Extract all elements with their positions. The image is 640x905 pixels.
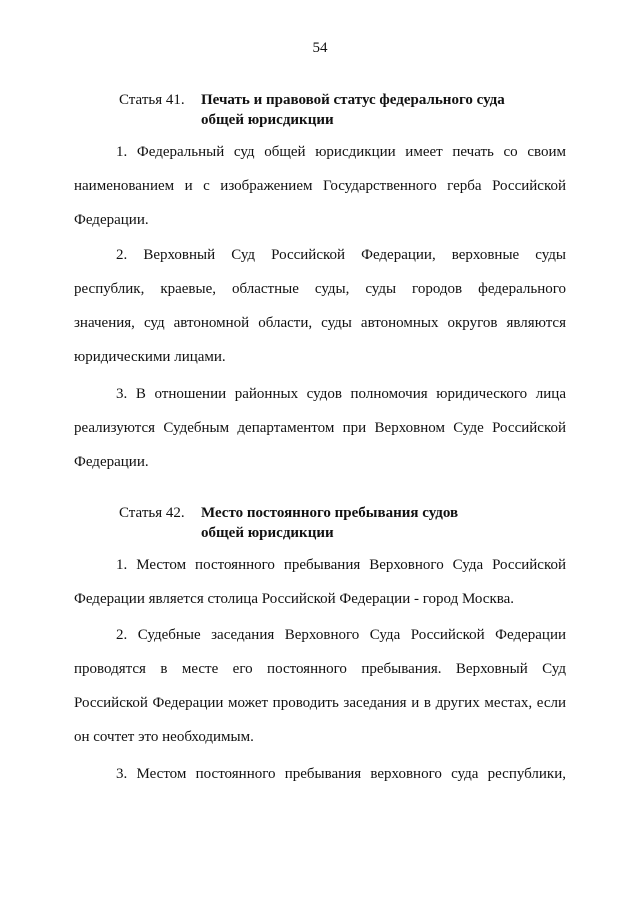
- article-41-title-line: Печать и правовой статус федерального суда: [201, 92, 505, 108]
- text-line: Федерации.: [74, 212, 149, 228]
- text-line: 2. Верховный Суд Российской Федерации, верховные суды: [116, 247, 566, 263]
- article-41-title-line: общей юрисдикции: [201, 112, 334, 128]
- text-line: 1. Местом постоянного пребывания Верховного Суда Российской: [116, 557, 566, 573]
- article-42-paragraph-3: [74, 757, 566, 791]
- text-line: реализуются Судебным департаментом при Верховном Суде Российской: [74, 420, 566, 436]
- text-line: республик, краевые, областные суды, суды городов федерального: [74, 281, 566, 297]
- text-line: юридическими лицами.: [74, 349, 226, 365]
- article-41-label: Статья 41.: [119, 92, 185, 108]
- article-42-title: [201, 503, 458, 543]
- text-line: 3. В отношении районных судов полномочия юридического лица: [116, 386, 566, 402]
- article-42-title-line: общей юрисдикции: [201, 525, 334, 541]
- article-41-paragraph-1: [74, 135, 566, 237]
- article-41-paragraph-2: [74, 238, 566, 374]
- text-line: Федерации является столица Российской Федерации - город Москва.: [74, 591, 515, 607]
- article-41-paragraph-3: [74, 377, 566, 479]
- text-line: 1. Федеральный суд общей юрисдикции имеет печать со своим: [116, 144, 566, 160]
- article-42-paragraph-1: [74, 548, 566, 616]
- page-number: 54: [312, 40, 328, 56]
- text-line: 2. Судебные заседания Верховного Суда Российской Федерации: [116, 627, 566, 643]
- text-line: он сочтет это необходимым.: [74, 729, 254, 745]
- article-42-paragraph-2: [74, 618, 566, 754]
- text-line: Российской Федерации может проводить заседания и в других местах, если: [74, 695, 566, 711]
- text-line: значения, суд автономной области, суды автономных округов являются: [74, 315, 566, 331]
- article-42-title-line: Место постоянного пребывания судов: [201, 505, 459, 521]
- text-line: 3. Местом постоянного пребывания верховного суда республики,: [116, 766, 566, 782]
- article-41-title: [201, 90, 505, 130]
- text-line: Федерации.: [74, 454, 149, 470]
- text-line: проводятся в месте его постоянного пребывания. Верховный Суд: [74, 661, 566, 677]
- text-line: наименованием и с изображением Государственного герба Российской: [74, 178, 566, 194]
- article-42-label: Статья 42.: [119, 505, 185, 521]
